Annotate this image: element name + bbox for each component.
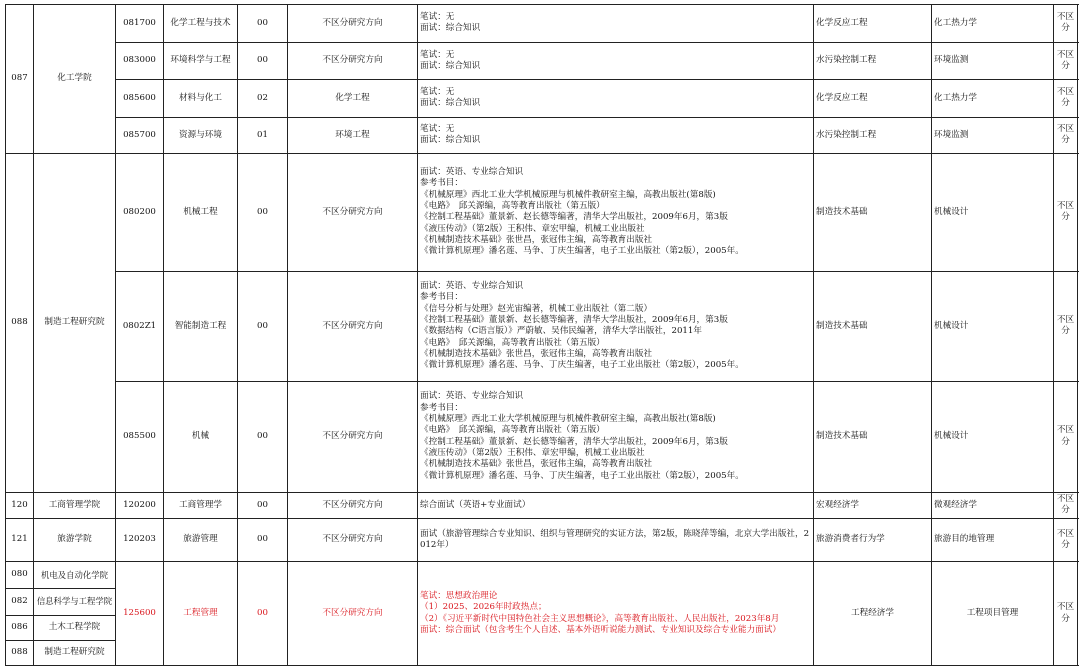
- exam-line: 笔试：无: [420, 49, 455, 60]
- college-code: 120: [6, 492, 34, 518]
- table-row: [6, 117, 1078, 153]
- exam-line: 《控制工程基础》董景新、赵长德等编著，清华大学出版社，2009年6月，第3版: [420, 436, 728, 447]
- exam-requirements: [418, 153, 814, 271]
- exam-line: 《信号分析与处理》赵光宙编著，机械工业出版社（第二版）: [420, 303, 653, 314]
- table-row: [6, 562, 1078, 589]
- table-row: [6, 42, 1078, 79]
- direction-code: 02: [238, 79, 288, 117]
- major-name: 旅游管理: [164, 519, 238, 562]
- exam-line: 面试：综合知识: [420, 60, 481, 71]
- direction-code: 00: [238, 153, 288, 271]
- exam-line: 面试：综合面试（包含考生个人自述、基本外语听说能力测试、专业知识及综合专业能力面试）: [420, 624, 781, 635]
- major-name: 机械: [164, 381, 238, 492]
- subject-1: 旅游消费者行为学: [814, 519, 932, 562]
- table-row: [6, 5, 1078, 43]
- exam-requirements: [418, 519, 814, 562]
- subject-1: 工程经济学: [814, 562, 932, 666]
- subject-1: 制造技术基础: [814, 271, 932, 381]
- college-name: 旅游学院: [34, 519, 116, 562]
- subject-2: 旅游目的地管理: [932, 519, 1054, 562]
- subject-2: 环境监测: [932, 117, 1054, 153]
- study-mode: 不区分: [1054, 42, 1078, 79]
- exam-line: 《电路》 邱关源编，高等教育出版社（第五版）: [420, 201, 605, 212]
- subject-1: 化学反应工程: [814, 79, 932, 117]
- exam-line: 面试：综合知识: [420, 135, 481, 146]
- exam-requirements: [418, 42, 814, 79]
- exam-line: 参考书目：: [420, 178, 463, 189]
- direction-name: 化学工程: [288, 79, 418, 117]
- exam-line: 《液压传动》（第2版）王积伟、章宏甲编，机械工业出版社: [420, 223, 645, 234]
- major-code: 085500: [116, 381, 164, 492]
- direction-code: 00: [238, 5, 288, 43]
- subject-1: 水污染控制工程: [814, 117, 932, 153]
- exam-line: 《控制工程基础》董景新、赵长德等编著，清华大学出版社，2009年6月，第3版: [420, 212, 728, 223]
- exam-line: 《机械原理》西北工业大学机械原理与机械件教研室主编，高教出版社(第8版): [420, 189, 716, 200]
- exam-line: （1）2025、2026年时政热点；: [420, 602, 547, 613]
- exam-line: 面试：英语、专业综合知识: [420, 391, 524, 402]
- exam-line: 《机械制造技术基础》张世昌，张冠伟主编，高等教育出版社: [420, 459, 653, 470]
- subject-2: 机械设计: [932, 153, 1054, 271]
- major-code: 120203: [116, 519, 164, 562]
- exam-line: 《控制工程基础》董景新、赵长德等编著，清华大学出版社，2009年6月，第3版: [420, 315, 728, 326]
- college-code: 082: [6, 588, 34, 615]
- college-name: 制造工程研究院: [34, 153, 116, 492]
- exam-requirements: [418, 79, 814, 117]
- college-name: 工商管理学院: [34, 492, 116, 518]
- direction-code: 00: [238, 492, 288, 518]
- college-code: 088: [6, 153, 34, 492]
- exam-line: 《机械原理》西北工业大学机械原理与机械件教研室主编，高教出版社(第8版): [420, 414, 716, 425]
- subject-2: 微观经济学: [932, 492, 1054, 518]
- direction-name: 不区分研究方向: [288, 153, 418, 271]
- table-row: [6, 271, 1078, 381]
- exam-line: 《微计算机原理》潘名莲、马争、丁庆生编著，电子工业出版社（第2版），2005年。: [420, 360, 744, 371]
- study-mode: 不区分: [1054, 117, 1078, 153]
- major-code: 080200: [116, 153, 164, 271]
- major-name: 智能制造工程: [164, 271, 238, 381]
- major-code: 081700: [116, 5, 164, 43]
- college-code: 080: [6, 562, 34, 589]
- exam-requirements: [418, 5, 814, 43]
- direction-name: 不区分研究方向: [288, 42, 418, 79]
- direction-name: 不区分研究方向: [288, 381, 418, 492]
- study-mode: 不区分: [1054, 79, 1078, 117]
- subject-2: 机械设计: [932, 271, 1054, 381]
- exam-line: 《数据结构（C语言版）》严蔚敏、吴伟民编著，清华大学出版社，2011年: [420, 326, 702, 337]
- major-name: 工商管理学: [164, 492, 238, 518]
- exam-requirements: [418, 271, 814, 381]
- exam-line: 《微计算机原理》潘名莲、马争、丁庆生编著，电子工业出版社（第2版），2005年。: [420, 470, 744, 481]
- exam-line: 笔试：思想政治理论: [420, 590, 498, 601]
- subject-1: 宏观经济学: [814, 492, 932, 518]
- exam-line: 面试：英语、专业综合知识: [420, 167, 524, 178]
- subject-1: 制造技术基础: [814, 153, 932, 271]
- direction-code: 00: [238, 519, 288, 562]
- exam-requirements: [418, 562, 814, 666]
- exam-line: 《电路》 邱关源编，高等教育出版社（第五版）: [420, 425, 605, 436]
- study-mode: 不区分: [1054, 5, 1078, 43]
- direction-code: 00: [238, 381, 288, 492]
- college-name: 化工学院: [34, 5, 116, 154]
- major-name: 工程管理: [164, 562, 238, 666]
- major-name: 机械工程: [164, 153, 238, 271]
- college-code: 088: [6, 641, 34, 666]
- admissions-table: [5, 4, 1078, 666]
- exam-line: 《电路》 邱关源编，高等教育出版社（第五版）: [420, 337, 605, 348]
- exam-line: 《机械制造技术基础》张世昌，张冠伟主编，高等教育出版社: [420, 349, 653, 360]
- direction-code: 01: [238, 117, 288, 153]
- exam-line: （2）《习近平新时代中国特色社会主义思想概论》，高等教育出版社、人民出版社，2023年8月: [420, 613, 780, 624]
- college-name: 土木工程学院: [34, 615, 116, 641]
- college-name: 制造工程研究院: [34, 641, 116, 666]
- subject-2: 化工热力学: [932, 5, 1054, 43]
- exam-line: 《微计算机原理》潘名莲、马争、丁庆生编著，电子工业出版社（第2版），2005年。: [420, 246, 744, 257]
- college-name: 机电及自动化学院: [34, 562, 116, 589]
- major-name: 资源与环境: [164, 117, 238, 153]
- major-code: 0802Z1: [116, 271, 164, 381]
- college-code: 087: [6, 5, 34, 154]
- major-code: 120200: [116, 492, 164, 518]
- study-mode: 不区分: [1054, 519, 1078, 562]
- major-code: 085600: [116, 79, 164, 117]
- direction-code: 00: [238, 42, 288, 79]
- college-name: 信息科学与工程学院: [34, 588, 116, 615]
- study-mode: 不区分: [1054, 271, 1078, 381]
- direction-name: 不区分研究方向: [288, 5, 418, 43]
- exam-requirements: [418, 381, 814, 492]
- exam-line: 笔试：无: [420, 124, 455, 135]
- subject-1: 制造技术基础: [814, 381, 932, 492]
- direction-name: 不区分研究方向: [288, 492, 418, 518]
- college-code: 121: [6, 519, 34, 562]
- exam-line: 《液压传动》（第2版）王积伟、章宏甲编，机械工业出版社: [420, 448, 645, 459]
- exam-line: 面试：综合知识: [420, 98, 481, 109]
- exam-line: 参考书目：: [420, 402, 463, 413]
- direction-name: 不区分研究方向: [288, 519, 418, 562]
- direction-name: 不区分研究方向: [288, 562, 418, 666]
- exam-line: 综合面试（英语+专业面试）: [420, 499, 531, 510]
- direction-name: 不区分研究方向: [288, 271, 418, 381]
- exam-requirements: [418, 492, 814, 518]
- study-mode: 不区分: [1054, 381, 1078, 492]
- table-row: [6, 381, 1078, 492]
- direction-code: 00: [238, 271, 288, 381]
- table-row: [6, 492, 1078, 518]
- major-code: 083000: [116, 42, 164, 79]
- direction-name: 环境工程: [288, 117, 418, 153]
- major-name: 环境科学与工程: [164, 42, 238, 79]
- subject-2: 环境监测: [932, 42, 1054, 79]
- exam-line: 参考书目：: [420, 292, 463, 303]
- study-mode: 不区分: [1054, 562, 1078, 666]
- major-code: 125600: [116, 562, 164, 666]
- study-mode: 不区分: [1054, 492, 1078, 518]
- subject-2: 工程项目管理: [932, 562, 1054, 666]
- major-name: 材料与化工: [164, 79, 238, 117]
- exam-line: 面试（旅游管理综合专业知识、组织与管理研究的实证方法，第2版，陈晓萍等编，北京大学出版社，2012年）: [420, 528, 810, 551]
- exam-line: 笔试：无: [420, 12, 455, 23]
- subject-2: 化工热力学: [932, 79, 1054, 117]
- exam-line: 面试：综合知识: [420, 23, 481, 34]
- table-row: [6, 79, 1078, 117]
- major-name: 化学工程与技术: [164, 5, 238, 43]
- subject-1: 化学反应工程: [814, 5, 932, 43]
- exam-line: 《机械制造技术基础》张世昌，张冠伟主编，高等教育出版社: [420, 235, 653, 246]
- subject-2: 机械设计: [932, 381, 1054, 492]
- exam-line: 面试：英语、专业综合知识: [420, 281, 524, 291]
- college-code: 086: [6, 615, 34, 641]
- table-row: [6, 519, 1078, 562]
- exam-line: 笔试：无: [420, 87, 455, 98]
- subject-1: 水污染控制工程: [814, 42, 932, 79]
- major-code: 085700: [116, 117, 164, 153]
- direction-code: 00: [238, 562, 288, 666]
- study-mode: 不区分: [1054, 153, 1078, 271]
- exam-requirements: [418, 117, 814, 153]
- table-row: [6, 153, 1078, 271]
